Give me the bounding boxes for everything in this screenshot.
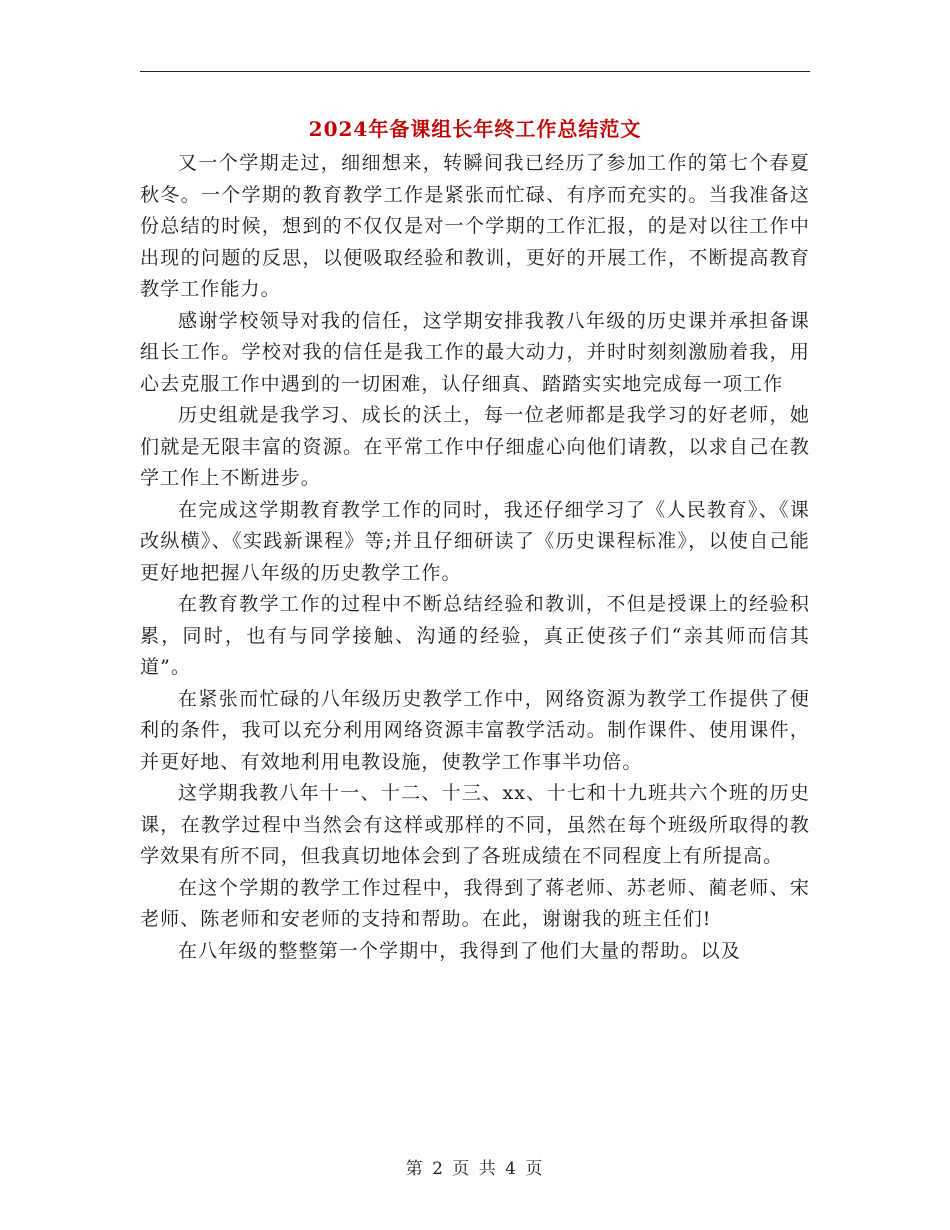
document-title: 2024年备课组长年终工作总结范文 bbox=[308, 117, 642, 141]
page-number-footer: 第 2 页 共 4 页 bbox=[405, 1159, 545, 1179]
paragraph-9: 在八年级的整整第一个学期中，我得到了他们大量的帮助。以及 bbox=[178, 939, 741, 962]
paragraph-3: 历史组就是我学习、成长的沃土，每一位老师都是我学习的好老师，她们就是无限丰富的资源。在平常工作中仔细虚心向他们请教，以求自己在教学工作上不断进步。 bbox=[140, 404, 810, 489]
paragraph-6: 在紧张而忙碌的八年级历史教学工作中，网络资源为教学工作提供了便利的条件，我可以充分利用网络资源丰富教学活动。制作课件、使用课件，并更好地、有效地利用电教设施，使教学工作事半功倍。 bbox=[140, 687, 810, 773]
paragraph-2: 感谢学校领导对我的信任，这学期安排我教八年级的历史课并承担备课组长工作。学校对我的信任是我工作的最大动力，并时时刻刻激励着我，用心去克服工作中遇到的一切困难，认仔细真、踏踏实实地完成每一项工作 bbox=[140, 309, 810, 395]
document-body bbox=[140, 148, 810, 967]
paragraph-7: 这学期我教八年十一、十二、十三、xx、十七和十九班共六个班的历史课，在教学过程中当然会有这样或那样的不同，虽然在每个班级所取得的教学效果有所不同，但我真切地体会到了各班成绩在不同程度上有所提高。 bbox=[140, 782, 810, 867]
paragraph-8: 在这个学期的教学工作过程中，我得到了蒋老师、苏老师、蔺老师、宋老师、陈老师和安老师的支持和帮助。在此，谢谢我的班主任们! bbox=[140, 876, 810, 930]
header-rule bbox=[140, 71, 810, 72]
paragraph-5: 在教育教学工作的过程中不断总结经验和教训，不但是授课上的经验积累，同时，也有与同学接触、沟通的经验，真正使孩子们“亲其师而信其道”。 bbox=[140, 593, 810, 678]
paragraph-1: 又一个学期走过，细细想来，转瞬间我已经历了参加工作的第七个春夏秋冬。一个学期的教育教学工作是紧张而忙碌、有序而充实的。当我准备这份总结的时候，想到的不仅仅是对一个学期的工作汇报，的是对以往工作中出现的问题的反思，以便吸取经验和教训，更好的开展工作，不断提高教育教学工作能力。 bbox=[140, 152, 810, 300]
paragraph-4: 在完成这学期教育教学工作的同时，我还仔细学习了《人民教育》、《课改纵横》、《实践新课程》等;并且仔细研读了《历史课程标准》，以使自己能更好地把握八年级的历史教学工作。 bbox=[140, 498, 810, 584]
